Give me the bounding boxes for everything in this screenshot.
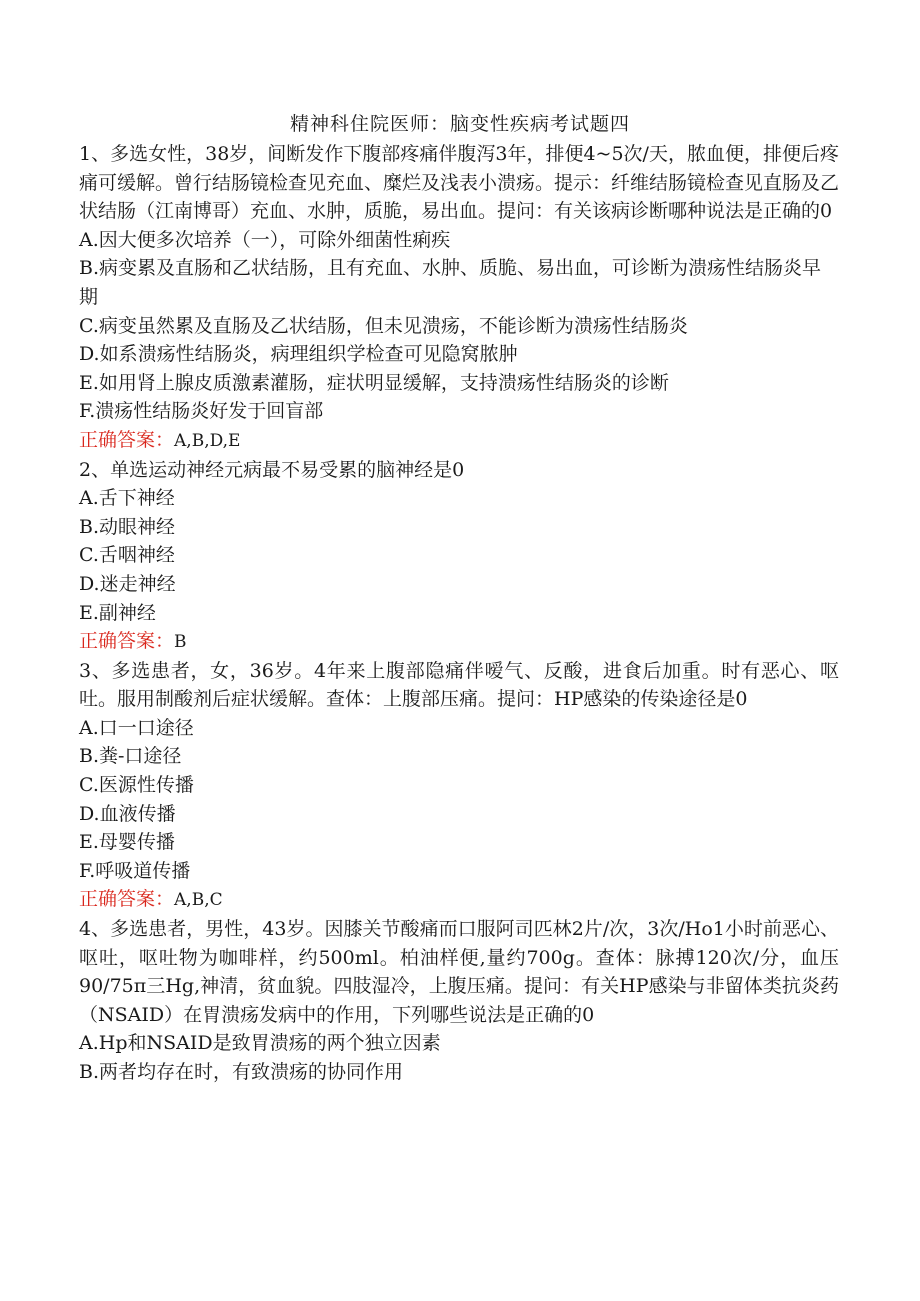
- answer-label: 正确答案：: [79, 428, 175, 451]
- option-e: E.如用肾上腺皮质激素灌肠，症状明显缓解，支持溃疡性结肠炎的诊断: [79, 371, 669, 394]
- answer-value: B: [174, 632, 187, 653]
- question-2: [79, 456, 839, 657]
- answer-value: A,B,D,E: [174, 430, 241, 451]
- option-d: D.迷走神经: [79, 572, 176, 595]
- answer-value: A,B,C: [174, 890, 223, 911]
- option-b: B.病变累及直肠和乙状结肠，且有充血、水肿、质脆、易出血，可诊断为溃疡性结肠炎早期: [79, 257, 822, 308]
- question-list: [79, 140, 839, 1087]
- question-stem: 2、单选运动神经元病最不易受累的脑神经是0: [79, 458, 465, 481]
- option-a: A.舌下神经: [79, 487, 175, 510]
- option-d: D.血液传播: [79, 802, 176, 825]
- question-stem: 3、多选患者，女，36岁。4年来上腹部隐痛伴嗳气、反酸，进食后加重。时有恶心、呕吐。服用制酸剂后症状缓解。查体：上腹部压痛。提问：HP感染的传染途径是0: [79, 659, 839, 711]
- correct-answer: [79, 885, 839, 915]
- question-stem: 1、多选女性，38岁，间断发作下腹部疼痛伴腹泻3年，排便4~5次/天，脓血便，排便后疼痛可缓解。曾行结肠镜检查见充血、糜烂及浅表小溃疡。提示：纤维结肠镜检查见直肠及乙状结肠（江南博哥）充血、水肿，质脆，易出血。提问：有关该病诊断哪种说法是正确的0: [79, 143, 840, 223]
- option-a: A.Hp和NSAID是致胃溃疡的两个独立因素: [79, 1032, 441, 1055]
- correct-answer: [79, 627, 839, 657]
- option-a: A.口一口途径: [79, 716, 194, 739]
- option-e: E.母婴传播: [79, 831, 175, 854]
- option-c: C.病变虽然累及直肠及乙状结肠，但未见溃疡，不能诊断为溃疡性结肠炎: [79, 314, 688, 337]
- option-f: F.呼吸道传播: [79, 859, 191, 882]
- correct-answer: [79, 426, 839, 456]
- document-title: 精神科住院医师：脑变性疾病考试题四: [289, 113, 630, 135]
- question-4: [79, 915, 839, 1087]
- option-b: B.动眼神经: [79, 515, 176, 538]
- option-c: C.舌咽神经: [79, 544, 175, 567]
- answer-label: 正确答案：: [79, 888, 175, 911]
- option-d: D.如系溃疡性结肠炎，病理组织学检查可见隐窝脓肿: [79, 343, 518, 366]
- option-b: B.粪-口途径: [79, 745, 182, 768]
- question-stem: 4、多选患者，男性，43岁。因膝关节酸痛而口服阿司匹林2片/次，3次/Ho1小时前恶心、呕吐，呕吐物为咖啡样，约500ml。柏油样便,量约700g。查体：脉搏120次/分，血压90/75π三Hg,神清，贫血貌。四肢湿冷，上腹压痛。提问：有关HP感染与非留体类抗炎药（NSAID）在胃溃疡发病中的作用，下列哪些说法是正确的0: [79, 918, 839, 1026]
- option-a: A.因大便多次培养（一），可除外细菌性痢疾: [79, 228, 451, 251]
- answer-label: 正确答案：: [79, 630, 175, 653]
- option-b: B.两者均存在时，有致溃疡的协同作用: [79, 1061, 404, 1083]
- question-3: [79, 657, 839, 915]
- question-1: [79, 140, 839, 456]
- option-c: C.医源性传播: [79, 774, 194, 797]
- option-f: F.溃疡性结肠炎好发于回盲部: [79, 400, 324, 423]
- option-e: E.副神经: [79, 601, 156, 624]
